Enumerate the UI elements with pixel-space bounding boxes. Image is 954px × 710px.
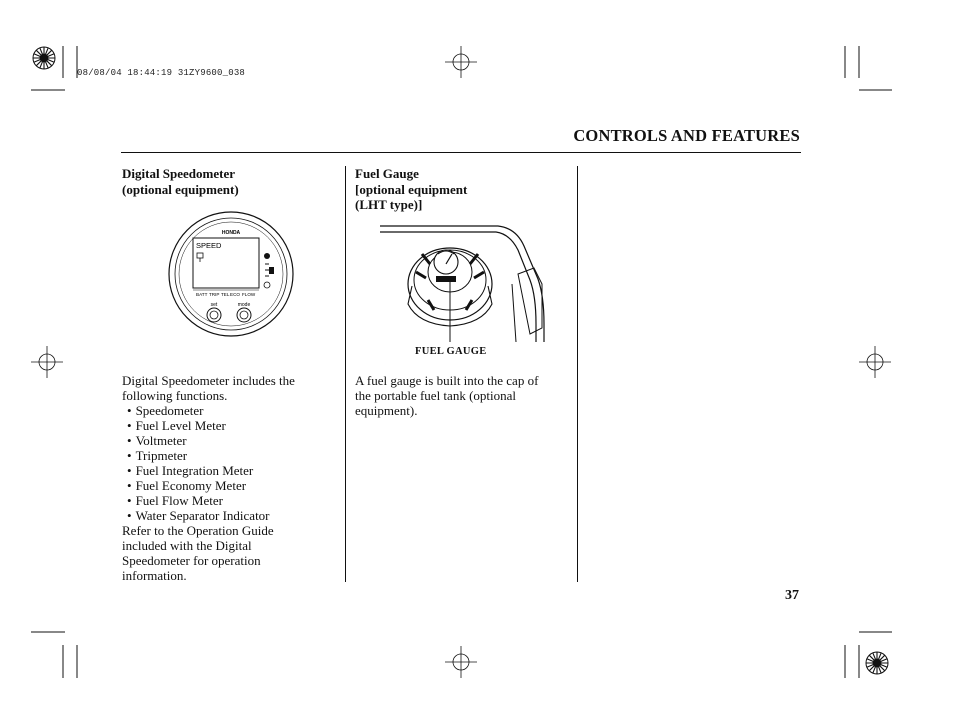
print-slug: 08/08/04 18:44:19 31ZY9600_038	[77, 68, 246, 78]
set-button-label: set	[210, 302, 218, 308]
list-item: • Fuel Integration Meter	[122, 463, 337, 478]
body-line: Refer to the Operation Guide	[122, 523, 274, 538]
column-divider-left	[345, 166, 346, 582]
heading-line: Fuel Gauge	[355, 166, 419, 181]
body-line: A fuel gauge is built into the cap of	[355, 373, 539, 388]
digital-speedometer-description	[122, 373, 337, 583]
fuel-gauge-caption: FUEL GAUGE	[415, 346, 487, 357]
fuel-gauge-heading	[355, 166, 467, 213]
list-item: • Fuel Level Meter	[122, 418, 337, 433]
body-line: included with the Digital	[122, 538, 252, 553]
mode-label-trip: TRIP	[209, 292, 220, 297]
column-divider-right	[577, 166, 578, 582]
body-line: equipment).	[355, 403, 418, 418]
digital-speedometer-illustration	[165, 210, 297, 338]
list-item: • Voltmeter	[122, 433, 337, 448]
display-speed-label: SPEED	[196, 241, 222, 250]
registration-crosshair-left	[31, 346, 63, 378]
header-rule	[121, 152, 801, 153]
mode-label-batt: BATT	[196, 292, 208, 297]
function-list	[122, 403, 337, 523]
page-number: 37	[785, 588, 799, 603]
indicator-lamp-icon	[264, 253, 270, 259]
fuel-gauge-illustration	[378, 224, 550, 342]
mode-button-label: mode	[237, 302, 251, 308]
registration-target-top-left	[33, 47, 55, 69]
list-item: • Speedometer	[122, 403, 337, 418]
body-line: information.	[122, 568, 187, 583]
heading-line: [optional equipment	[355, 181, 468, 197]
heading-line: Digital Speedometer	[122, 166, 236, 181]
page-header-title: CONTROLS AND FEATURES	[573, 126, 800, 145]
list-item: • Water Separator Indicator	[122, 508, 337, 523]
registration-crosshair-right	[859, 346, 891, 378]
registration-target-bottom-right	[866, 652, 888, 674]
fuel-gauge-description	[355, 373, 570, 418]
registration-crosshair-bottom	[445, 646, 477, 678]
body-line: following functions.	[122, 388, 228, 403]
water-separator-icon	[269, 267, 274, 274]
brand-logo-text: HONDA	[221, 230, 241, 236]
body-line: Digital Speedometer includes the	[122, 373, 295, 388]
body-line: the portable fuel tank (optional	[355, 388, 517, 403]
registration-crosshair-top	[445, 46, 477, 78]
mode-label-tel: TEL	[221, 292, 230, 297]
body-line: Speedometer for operation	[122, 553, 261, 568]
mode-label-flow: FLOW	[242, 292, 256, 297]
list-item: • Fuel Economy Meter	[122, 478, 337, 493]
heading-line: (optional equipment)	[122, 181, 239, 197]
heading-line: (LHT type)]	[355, 197, 423, 212]
mode-label-eco: ECO	[230, 292, 240, 297]
fuel-gauge-dial	[434, 250, 458, 282]
list-item: • Fuel Flow Meter	[122, 493, 337, 508]
list-item: • Tripmeter	[122, 448, 337, 463]
digital-speedometer-heading	[122, 166, 239, 197]
